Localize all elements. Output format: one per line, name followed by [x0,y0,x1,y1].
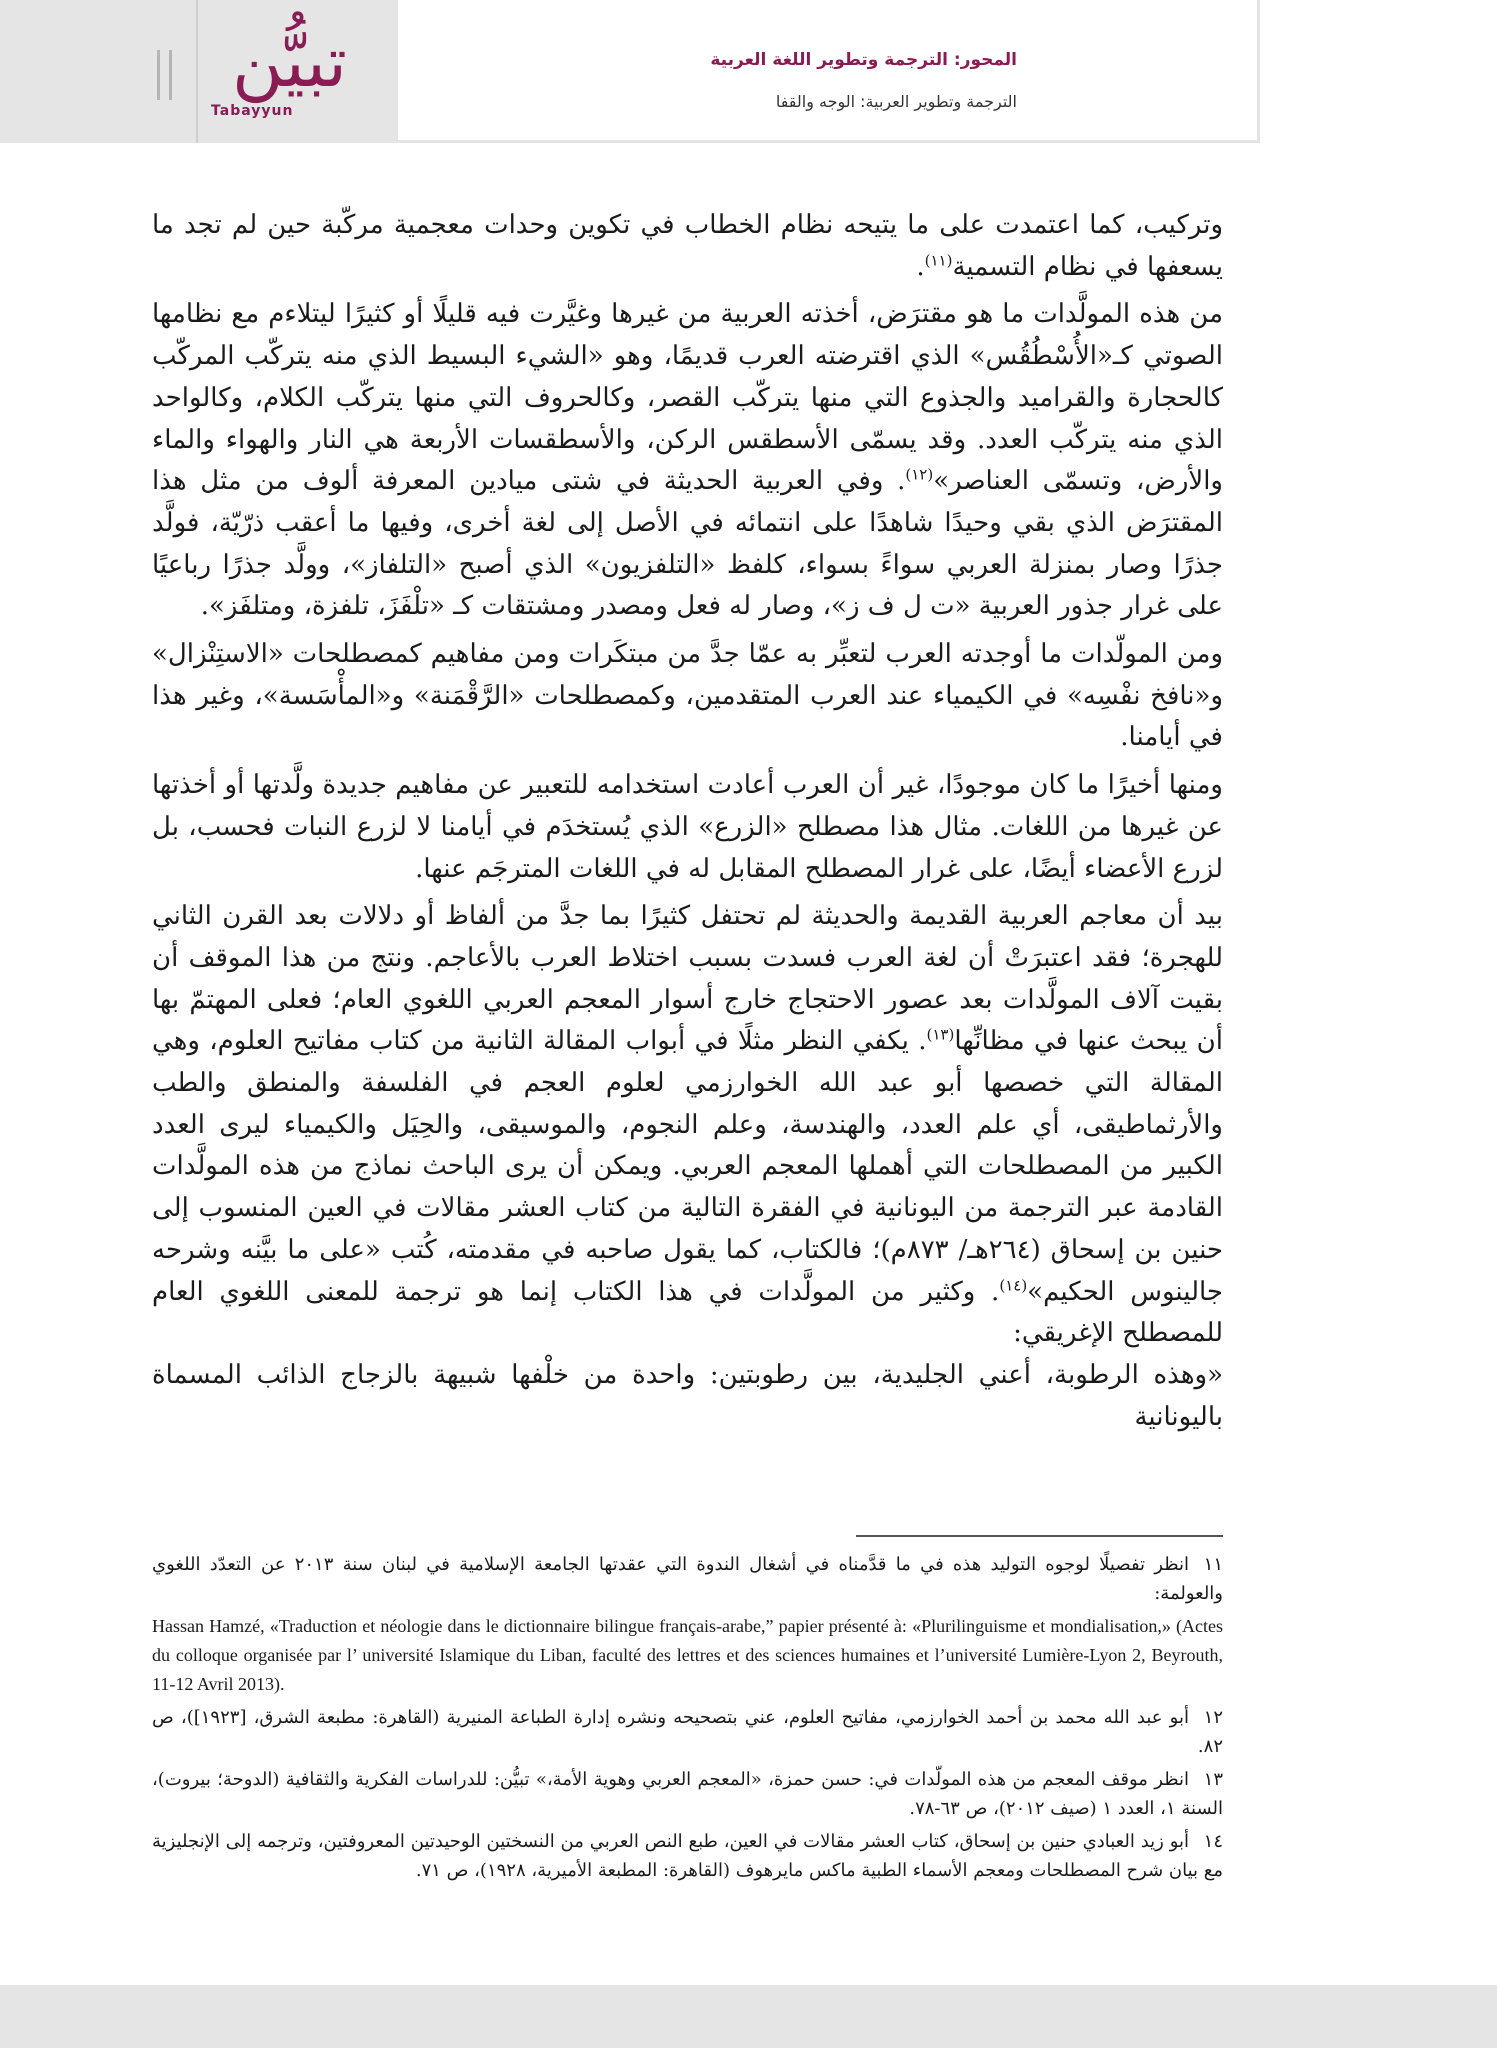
footnote-number: ١١ [1203,1554,1224,1575]
decorative-bars [157,50,181,104]
footnote-ref[interactable]: (١٤) [999,1275,1028,1294]
paragraph: ومنها أخيرًا ما كان موجودًا، غير أن العرب أعادت استخدامه للتعبير عن مفاهيم جديدة ولَّدتها أو أخذتها عن غيرها من اللغات. مثال هذا مصطلح «الزرع» الذي يُستخدَم في أيامنا لا لزرع النبات فحسب، بل لزرع الأعضاء أيضًا، على غرار المصطلح المقابل له في اللغات المترجَم عنها. [152,770,1223,884]
logo-script: تبيُّن [232,21,348,103]
footnote: ١٢أبو عبد الله محمد بن أحمد الخوارزمي، مفاتيح العلوم، عني بتصحيحه ونشره إدارة الطباعة المنيرية (القاهرة: مطبعة الشرق، [١٩٢٣])، ص ٨٢. [152,1703,1223,1761]
paragraph: «وهذه الرطوبة، أعني الجليدية، بين رطوبتين: واحدة من خلْفها شبيهة بالزجاج الذائب المسماة باليونانية [152,1359,1223,1432]
footnote-number: ١٢ [1203,1707,1223,1728]
footnote-ref[interactable]: (١٣) [926,1025,955,1044]
page-footer-band [0,1985,1497,2048]
article-title: الترجمة وتطوير العربية: الوجه والقفا [775,92,1017,111]
paragraph: وتركيب، كما اعتمدت على ما يتيحه نظام الخطاب في تكوين وحدات معجمية مركّبة حين لم تجد ما يسعفها في نظام التسمية$^{(١١)}$. [152,210,1223,282]
paragraph: من هذه المولَّدات ما هو مقترَض، أخذته العربية من غيرها وغيَّرت فيه قليلًا أو كثيرًا ليتلاءم مع نظامها الصوتي كـ«الأُسْطُقُس» الذي اقترضته العرب قديمًا، وهو «الشيء البسيط الذي منه يتركّب المركّب كالحجارة والقراميد والجذوع التي منها يتركّب القصر، وكالحروف التي منها يتركّب الكلام، وكالواحد الذي منه يتركّب العدد. وقد يسمّى الأسطقس الركن، والأسطقسات الأربعة هي النار والهواء والماء والأرض، وتسمّى العناصر»$^{(١٢)}$. وفي العربية الحديثة في شتى ميادين المعرفة ألوف من مثل هذا المقترَض الذي بقي وحيدًا شاهدًا على انتمائه في الأصل إلى لغة أخرى، وفيها ما أعقب ذرّيّة، فولَّد جذرًا وصار بمنزلة العربي سواءً بسواء، كلفظ «التلفزيون» الذي أصبح «التلفاز»، وولَّد جذرًا رباعيًا على غرار جذور العربية «ت ل ف ز»، وصار له فعل ومصدر ومشتقات كـ «تلْفَزَ، تلفزة، ومتلفَز». [152,299,1223,622]
footnote: ١٣انظر موقف المعجم من هذه المولّدات في: حسن حمزة، «المعجم العربي وهوية الأمة،» تبيُّن: للدراسات الفكرية والثقافية (الدوحة؛ بيروت)، السنة ١، العدد ١ (صيف ٢٠١٢)، ص ٦٣-٧٨. [152,1765,1223,1823]
footnote-latin: Hassan Hamzé, «Traduction et néologie dans le dictionnaire bilingue français-arabe,” papier présenté à: «Plurilinguisme et mondialisation,» (Actes du colloque organisée par l’ université Islamique du Liban, faculté des lettres et des sciences humaines et l’université Lumière-Lyon 2, Beyrouth, 11-12 Avril 2013). [152,1616,1223,1694]
paragraph: بيد أن معاجم العربية القديمة والحديثة لم تحتفل كثيرًا بما جدَّ من ألفاظ أو دلالات بعد القرن الثاني للهجرة؛ فقد اعتبرَتْ أن لغة العرب فسدت بسبب اختلاط العرب بالأعاجم. ونتج من هذا الموقف أن بقيت آلاف المولَّدات بعد عصور الاحتجاج خارج أسوار المعجم العربي اللغوي العام؛ فعلى المهتمّ بها أن يبحث عنها في مظانِّها$^{(١٣)}$. يكفي النظر مثلًا في أبواب المقالة الثانية من كتاب مفاتيح العلوم، وهي المقالة التي خصصها أبو عبد الله الخوارزمي لعلوم العجم في الفلسفة والمنطق والطب والأرثماطيقى، أي علم العدد، والهندسة، وعلم النجوم، والموسيقى، والحِيَل والكيمياء ليرى العدد الكبير من المصطلحات التي أهملها المعجم العربي. ويمكن أن يرى الباحث نماذج من هذه المولَّدات القادمة عبر الترجمة من اليونانية في الفقرة التالية من كتاب العشر مقالات في العين المنسوب إلى حنين بن إسحاق (٢٦٤هـ/ ٨٧٣م)؛ فالكتاب، كما يقول صاحبه في مقدمته، كُتب «على ما بيَّنه وشرحه جالينوس الحكيم»$^{(١٤)}$. وكثير من المولَّدات في هذا الكتاب إنما هو ترجمة للمعنى اللغوي العام للمصطلح الإغريقي: [152,901,1223,1349]
header-title-panel [398,0,1260,143]
logo-latin: Tabayyun [211,103,294,119]
footnote: ١٤أبو زيد العبادي حنين بن إسحاق، كتاب العشر مقالات في العين، طبع النص العربي من النسختين الوحيدتين المعروفتين، وترجمه إلى الإنجليزية مع بيان شرح المصطلحات ومعجم الأسماء الطبية ماكس مايرهوف (القاهرة: المطبعة الأميرية، ١٩٢٨)، ص ٧١. [152,1827,1223,1885]
footnotes [152,1550,1223,1889]
footnote-separator [856,1535,1223,1537]
footnote: ١١انظر تفصيلًا لوجوه التوليد هذه في ما قدَّمناه في أشغال الندوة التي عقدتها الجامعة الإسلامية في لبنان سنة ٢٠١٣ عن التعدّد اللغوي والعولمة: [152,1550,1223,1608]
article-body [152,205,1223,1444]
header-logo-panel [0,0,398,143]
footnote-ref[interactable]: (١٢) [905,465,934,484]
header-divider [196,0,198,143]
footnote-number: ١٤ [1203,1831,1223,1852]
paragraph: ومن المولّدات ما أوجدته العرب لتعبِّر به عمّا جدَّ من مبتكَرات ومن مفاهيم كمصطلحات «الاستِنْزال» و«نافخ نفْسِه» في الكيمياء عند العرب المتقدمين، وكمصطلحات «الرَّقْمَنة» و«المأْسَسة»، وغير هذا في أيامنا. [152,639,1223,753]
footnote-ref[interactable]: (١١) [924,251,953,270]
section-title: المحور: الترجمة وتطوير اللغة العربية [710,50,1017,70]
footnote-number: ١٣ [1203,1769,1223,1790]
